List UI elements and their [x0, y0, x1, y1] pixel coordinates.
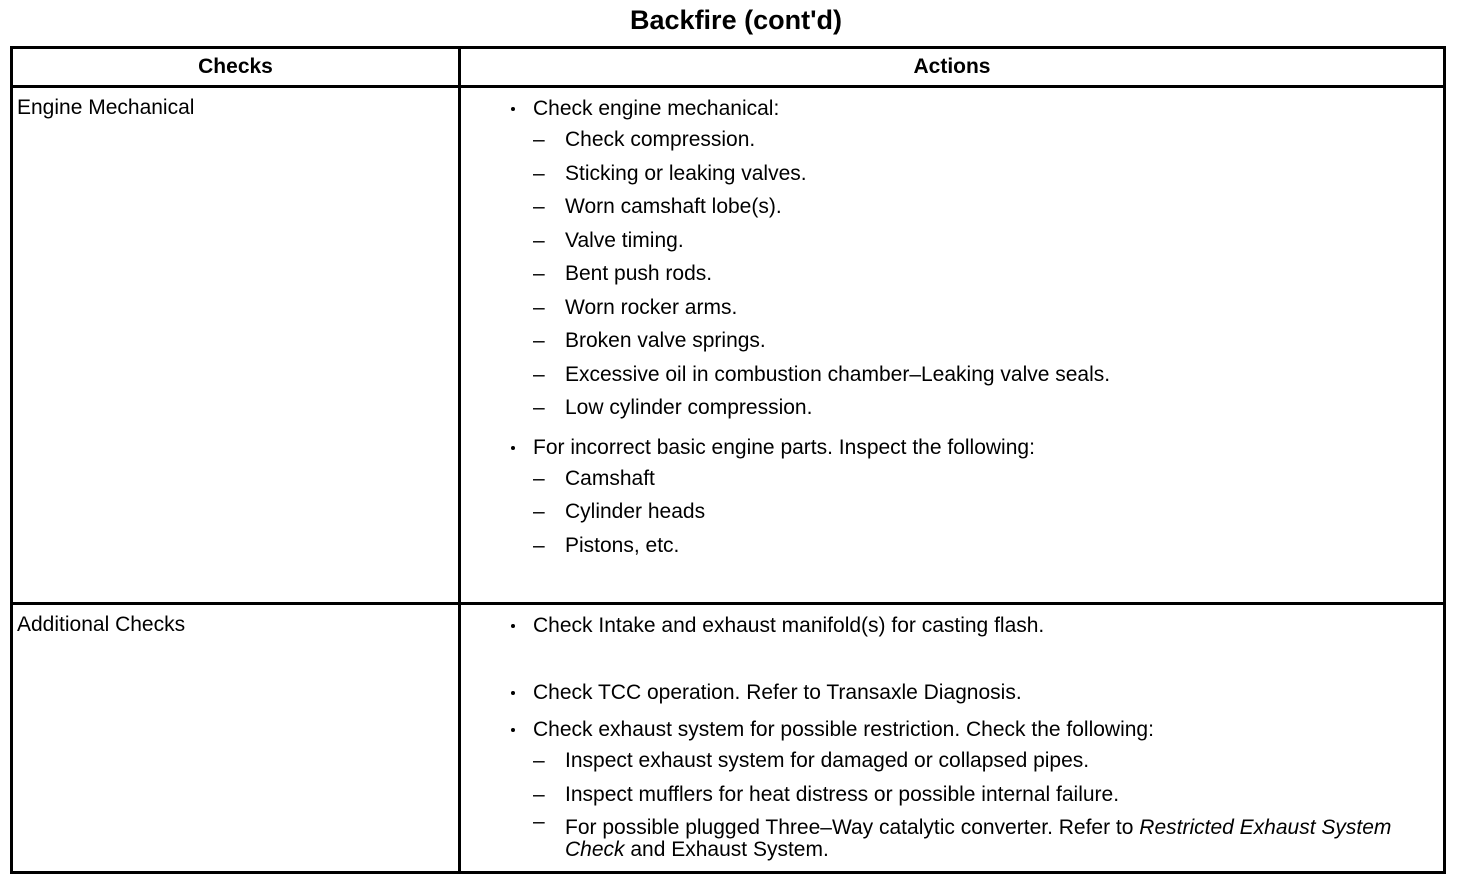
list-item: Check exhaust system for possible restriction. Check the following:	[509, 715, 1443, 744]
check-engine-mechanical: Engine Mechanical	[17, 96, 195, 119]
sub-item: – Worn camshaft lobe(s).	[533, 190, 1443, 224]
sub-item: – Inspect mufflers for heat distress or possible internal failure.	[533, 778, 1443, 812]
sub-item: – Sticking or leaking valves.	[533, 157, 1443, 191]
sub-item: – Cylinder heads	[533, 495, 1443, 529]
header-actions: Actions	[460, 48, 1445, 87]
diagnosis-table	[10, 46, 1446, 874]
check-additional-checks: Additional Checks	[17, 613, 186, 636]
reference-link-text: Restricted Exhaust System Check	[565, 816, 1392, 861]
list-item: Check engine mechanical:	[509, 94, 1443, 123]
header-checks: Checks	[12, 48, 460, 87]
list-item: Check Intake and exhaust manifold(s) for casting flash.	[509, 611, 1443, 640]
table-row	[12, 87, 1445, 604]
actions-cell	[460, 604, 1445, 873]
sub-item: – Inspect exhaust system for damaged or collapsed pipes.	[533, 744, 1443, 778]
sub-item: – Worn rocker arms.	[533, 291, 1443, 325]
checks-cell	[12, 87, 460, 604]
sub-item-text: For possible plugged Three–Way catalytic converter. Refer to	[565, 816, 1140, 839]
list-item: Check TCC operation. Refer to Transaxle Diagnosis.	[509, 678, 1443, 707]
table-header-row	[12, 48, 1445, 87]
sub-item: – Bent push rods.	[533, 257, 1443, 291]
checks-cell	[12, 604, 460, 873]
sub-list	[509, 123, 1443, 425]
actions-cell	[460, 87, 1445, 604]
sub-item: – Camshaft	[533, 462, 1443, 496]
sub-item: – Valve timing.	[533, 224, 1443, 258]
sub-list	[509, 744, 1443, 861]
sub-item-catalytic-converter	[533, 811, 1443, 861]
sub-item: – Excessive oil in combustion chamber–Leaking valve seals.	[533, 358, 1443, 392]
page-title: Backfire (cont'd)	[630, 5, 842, 35]
sub-item: – Pistons, etc.	[533, 529, 1443, 563]
sub-item-text: and Exhaust System.	[624, 838, 829, 861]
list-item: For incorrect basic engine parts. Inspect the following:	[509, 433, 1443, 462]
sub-item: – Low cylinder compression.	[533, 391, 1443, 425]
table-row	[12, 604, 1445, 873]
sub-item: – Broken valve springs.	[533, 324, 1443, 358]
sub-item: – Check compression.	[533, 123, 1443, 157]
sub-list	[509, 462, 1443, 563]
